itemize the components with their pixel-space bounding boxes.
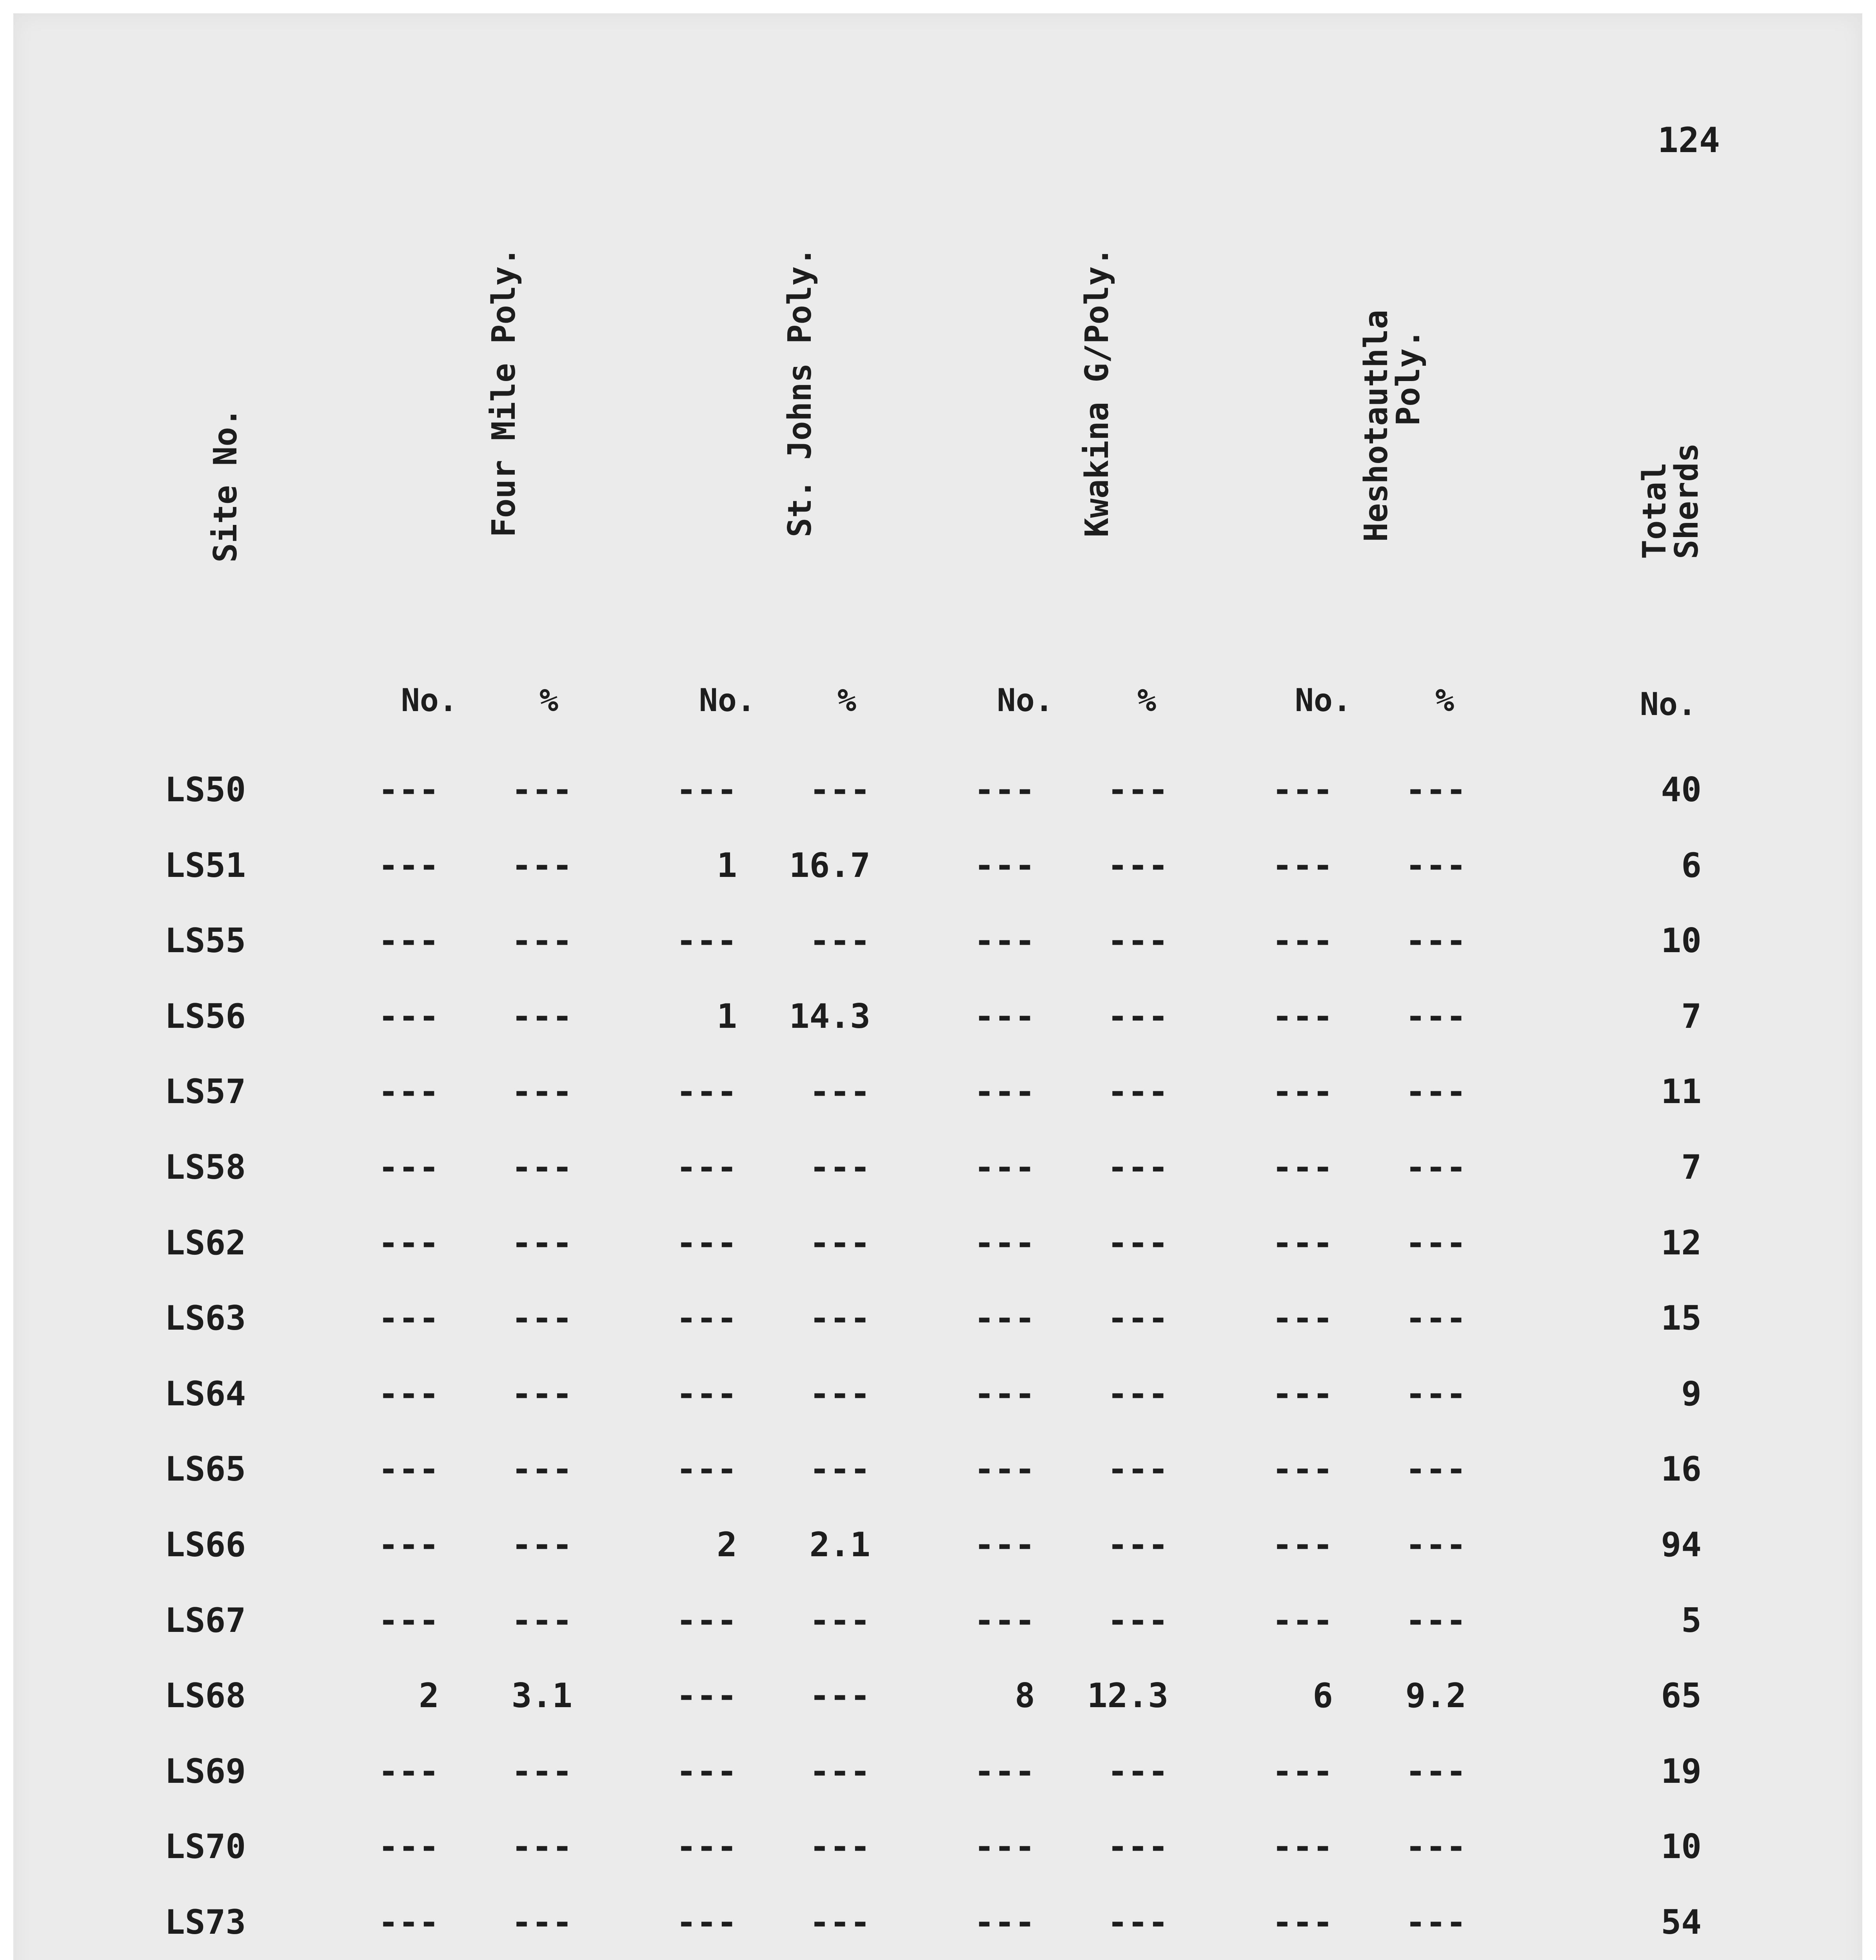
cell-st-johns-pct: --- [809, 1299, 870, 1338]
cell-heshotauthla-no: --- [1272, 1299, 1333, 1338]
cell-four-mile-pct: --- [511, 1903, 572, 1942]
cell-kwakina-no: --- [974, 921, 1035, 960]
cell-st-johns-no: --- [676, 921, 737, 960]
subheader-fm-pct: % [539, 682, 559, 719]
cell-four-mile-pct: --- [511, 1299, 572, 1338]
cell-kwakina-pct: --- [1107, 1223, 1168, 1263]
cell-kwakina-no: --- [974, 1827, 1035, 1866]
cell-heshotauthla-pct: --- [1405, 1601, 1466, 1640]
header-site-no: Site No. [207, 408, 244, 563]
cell-heshotauthla-no: --- [1272, 846, 1333, 885]
table-row [0, 993, 1876, 1040]
subheader-kw-pct: % [1137, 682, 1157, 719]
cell-kwakina-pct: --- [1107, 846, 1168, 885]
cell-heshotauthla-no: --- [1272, 1148, 1333, 1187]
cell-st-johns-pct: 16.7 [789, 846, 870, 885]
subheader-fm-no: No. [401, 682, 458, 719]
cell-four-mile-no: --- [378, 1903, 439, 1942]
cell-kwakina-no: 8 [1015, 1676, 1035, 1715]
cell-st-johns-no: --- [676, 770, 737, 809]
table-row [0, 766, 1876, 813]
cell-four-mile-pct: --- [511, 770, 572, 809]
header-st-johns: St. Johns Poly. [781, 247, 819, 537]
cell-kwakina-no: --- [974, 1601, 1035, 1640]
cell-heshotauthla-pct: --- [1405, 1752, 1466, 1791]
table-row [0, 1220, 1876, 1267]
cell-four-mile-no: --- [378, 770, 439, 809]
cell-st-johns-no: --- [676, 1374, 737, 1414]
cell-st-johns-pct: --- [809, 1072, 870, 1111]
cell-four-mile-no: --- [378, 1525, 439, 1564]
header-total-sherds: Total Sherds [1636, 443, 1705, 559]
cell-heshotauthla-no: --- [1272, 1525, 1333, 1564]
header-four-mile: Four Mile Poly. [485, 247, 523, 537]
cell-total-sherds: 9 [1681, 1374, 1702, 1414]
cell-st-johns-no: --- [676, 1299, 737, 1338]
table-row [0, 1144, 1876, 1191]
cell-total-sherds: 94 [1661, 1525, 1702, 1564]
cell-four-mile-no: --- [378, 921, 439, 960]
table-row [0, 1295, 1876, 1342]
cell-total-sherds: 10 [1661, 1827, 1702, 1866]
cell-heshotauthla-pct: 9.2 [1405, 1676, 1466, 1715]
cell-st-johns-no: --- [676, 1752, 737, 1791]
cell-kwakina-no: --- [974, 1072, 1035, 1111]
cell-st-johns-pct: --- [809, 1374, 870, 1414]
cell-total-sherds: 16 [1661, 1450, 1702, 1489]
cell-total-sherds: 7 [1681, 1148, 1702, 1187]
cell-heshotauthla-no: --- [1272, 921, 1333, 960]
cell-total-sherds: 40 [1661, 770, 1702, 809]
cell-kwakina-no: --- [974, 770, 1035, 809]
cell-kwakina-no: --- [974, 846, 1035, 885]
cell-st-johns-pct: --- [809, 770, 870, 809]
cell-site-no: LS69 [165, 1752, 246, 1791]
cell-site-no: LS50 [165, 770, 246, 809]
cell-four-mile-no: --- [378, 1374, 439, 1414]
cell-heshotauthla-no: --- [1272, 1752, 1333, 1791]
cell-kwakina-no: --- [974, 1450, 1035, 1489]
subheader-sj-pct: % [837, 682, 857, 719]
cell-heshotauthla-pct: --- [1405, 1148, 1466, 1187]
cell-st-johns-pct: 2.1 [809, 1525, 870, 1564]
cell-st-johns-no: --- [676, 1903, 737, 1942]
cell-kwakina-pct: --- [1107, 1374, 1168, 1414]
cell-st-johns-pct: --- [809, 1223, 870, 1263]
cell-four-mile-pct: --- [511, 1450, 572, 1489]
cell-heshotauthla-pct: --- [1405, 770, 1466, 809]
cell-four-mile-no: --- [378, 1827, 439, 1866]
cell-four-mile-no: --- [378, 1450, 439, 1489]
cell-four-mile-pct: --- [511, 846, 572, 885]
cell-site-no: LS62 [165, 1223, 246, 1263]
cell-four-mile-pct: --- [511, 921, 572, 960]
cell-heshotauthla-pct: --- [1405, 997, 1466, 1036]
table-row [0, 842, 1876, 889]
cell-four-mile-no: --- [378, 1299, 439, 1338]
table-row [0, 1068, 1876, 1115]
cell-st-johns-no: --- [676, 1072, 737, 1111]
cell-site-no: LS67 [165, 1601, 246, 1640]
cell-site-no: LS65 [165, 1450, 246, 1489]
header-kwakina: Kwakina G/Poly. [1079, 247, 1116, 537]
cell-kwakina-no: --- [974, 997, 1035, 1036]
cell-heshotauthla-no: --- [1272, 1827, 1333, 1866]
cell-st-johns-no: --- [676, 1223, 737, 1263]
cell-st-johns-no: --- [676, 1676, 737, 1715]
subheader-sj-no: No. [699, 682, 756, 719]
cell-st-johns-no: 2 [717, 1525, 737, 1564]
cell-st-johns-no: --- [676, 1450, 737, 1489]
cell-site-no: LS57 [165, 1072, 246, 1111]
cell-four-mile-no: 2 [419, 1676, 439, 1715]
table-row [0, 1672, 1876, 1719]
cell-four-mile-no: --- [378, 846, 439, 885]
cell-st-johns-pct: 14.3 [789, 997, 870, 1036]
cell-total-sherds: 15 [1661, 1299, 1702, 1338]
cell-st-johns-no: 1 [717, 997, 737, 1036]
cell-site-no: LS56 [165, 997, 246, 1036]
cell-st-johns-no: --- [676, 1148, 737, 1187]
cell-kwakina-pct: --- [1107, 1752, 1168, 1791]
cell-st-johns-pct: --- [809, 1676, 870, 1715]
cell-st-johns-pct: --- [809, 1148, 870, 1187]
cell-kwakina-no: --- [974, 1525, 1035, 1564]
cell-four-mile-pct: --- [511, 1148, 572, 1187]
cell-heshotauthla-no: --- [1272, 1072, 1333, 1111]
cell-four-mile-no: --- [378, 997, 439, 1036]
cell-site-no: LS58 [165, 1148, 246, 1187]
cell-site-no: LS70 [165, 1827, 246, 1866]
cell-four-mile-pct: --- [511, 1601, 572, 1640]
header-heshotauthla: Heshotauthla Poly. [1358, 310, 1427, 542]
cell-kwakina-pct: 12.3 [1087, 1676, 1168, 1715]
cell-kwakina-pct: --- [1107, 1525, 1168, 1564]
cell-four-mile-pct: --- [511, 1374, 572, 1414]
subheader-he-no: No. [1295, 682, 1352, 719]
cell-heshotauthla-no: 6 [1313, 1676, 1333, 1715]
table-row [0, 1446, 1876, 1493]
cell-site-no: LS63 [165, 1299, 246, 1338]
cell-four-mile-no: --- [378, 1752, 439, 1791]
cell-kwakina-pct: --- [1107, 921, 1168, 960]
cell-four-mile-pct: --- [511, 1525, 572, 1564]
cell-total-sherds: 19 [1661, 1752, 1702, 1791]
cell-heshotauthla-no: --- [1272, 1374, 1333, 1414]
cell-four-mile-no: --- [378, 1601, 439, 1640]
cell-kwakina-no: --- [974, 1299, 1035, 1338]
cell-heshotauthla-pct: --- [1405, 1827, 1466, 1866]
cell-total-sherds: 65 [1661, 1676, 1702, 1715]
cell-four-mile-pct: --- [511, 1827, 572, 1866]
cell-heshotauthla-no: --- [1272, 1223, 1333, 1263]
cell-heshotauthla-no: --- [1272, 1601, 1333, 1640]
cell-site-no: LS51 [165, 846, 246, 885]
subheader-kw-no: No. [997, 682, 1054, 719]
cell-site-no: LS55 [165, 921, 246, 960]
cell-kwakina-no: --- [974, 1148, 1035, 1187]
cell-kwakina-pct: --- [1107, 770, 1168, 809]
cell-four-mile-no: --- [378, 1148, 439, 1187]
cell-st-johns-pct: --- [809, 1903, 870, 1942]
cell-heshotauthla-no: --- [1272, 997, 1333, 1036]
cell-four-mile-pct: --- [511, 1752, 572, 1791]
cell-heshotauthla-no: --- [1272, 770, 1333, 809]
cell-st-johns-no: --- [676, 1827, 737, 1866]
table-row [0, 1521, 1876, 1568]
cell-total-sherds: 12 [1661, 1223, 1702, 1263]
cell-four-mile-no: --- [378, 1223, 439, 1263]
cell-four-mile-pct: --- [511, 997, 572, 1036]
cell-site-no: LS66 [165, 1525, 246, 1564]
cell-total-sherds: 7 [1681, 997, 1702, 1036]
table-row [0, 917, 1876, 964]
page-number: 124 [1658, 120, 1720, 160]
cell-site-no: LS64 [165, 1374, 246, 1414]
cell-heshotauthla-pct: --- [1405, 1374, 1466, 1414]
table-row [0, 1597, 1876, 1644]
cell-st-johns-pct: --- [809, 1601, 870, 1640]
cell-kwakina-pct: --- [1107, 1903, 1168, 1942]
table-row [0, 1748, 1876, 1795]
cell-kwakina-no: --- [974, 1374, 1035, 1414]
document-page [13, 13, 1862, 1960]
cell-st-johns-no: --- [676, 1601, 737, 1640]
cell-kwakina-pct: --- [1107, 1450, 1168, 1489]
cell-kwakina-pct: --- [1107, 1601, 1168, 1640]
cell-kwakina-no: --- [974, 1223, 1035, 1263]
cell-total-sherds: 6 [1681, 846, 1702, 885]
cell-four-mile-pct: --- [511, 1223, 572, 1263]
table-row [0, 1823, 1876, 1870]
subheader-total-no: No. [1640, 686, 1697, 722]
cell-heshotauthla-pct: --- [1405, 846, 1466, 885]
cell-heshotauthla-no: --- [1272, 1903, 1333, 1942]
cell-heshotauthla-pct: --- [1405, 1903, 1466, 1942]
subheader-he-pct: % [1435, 682, 1455, 719]
cell-four-mile-no: --- [378, 1072, 439, 1111]
cell-heshotauthla-pct: --- [1405, 1450, 1466, 1489]
cell-total-sherds: 54 [1661, 1903, 1702, 1942]
cell-heshotauthla-pct: --- [1405, 1299, 1466, 1338]
cell-four-mile-pct: --- [511, 1072, 572, 1111]
cell-heshotauthla-pct: --- [1405, 1525, 1466, 1564]
cell-st-johns-no: 1 [717, 846, 737, 885]
cell-heshotauthla-no: --- [1272, 1450, 1333, 1489]
cell-heshotauthla-pct: --- [1405, 921, 1466, 960]
table-row [0, 1899, 1876, 1946]
cell-kwakina-no: --- [974, 1903, 1035, 1942]
cell-heshotauthla-pct: --- [1405, 1223, 1466, 1263]
cell-kwakina-pct: --- [1107, 1827, 1168, 1866]
cell-total-sherds: 11 [1661, 1072, 1702, 1111]
cell-total-sherds: 5 [1681, 1601, 1702, 1640]
cell-kwakina-pct: --- [1107, 1299, 1168, 1338]
cell-heshotauthla-pct: --- [1405, 1072, 1466, 1111]
cell-st-johns-pct: --- [809, 921, 870, 960]
cell-st-johns-pct: --- [809, 1752, 870, 1791]
cell-four-mile-pct: 3.1 [511, 1676, 572, 1715]
cell-kwakina-pct: --- [1107, 1072, 1168, 1111]
cell-site-no: LS73 [165, 1903, 246, 1942]
cell-kwakina-pct: --- [1107, 997, 1168, 1036]
table-row [0, 1370, 1876, 1417]
cell-st-johns-pct: --- [809, 1450, 870, 1489]
cell-total-sherds: 10 [1661, 921, 1702, 960]
cell-site-no: LS68 [165, 1676, 246, 1715]
cell-st-johns-pct: --- [809, 1827, 870, 1866]
cell-kwakina-pct: --- [1107, 1148, 1168, 1187]
cell-kwakina-no: --- [974, 1752, 1035, 1791]
